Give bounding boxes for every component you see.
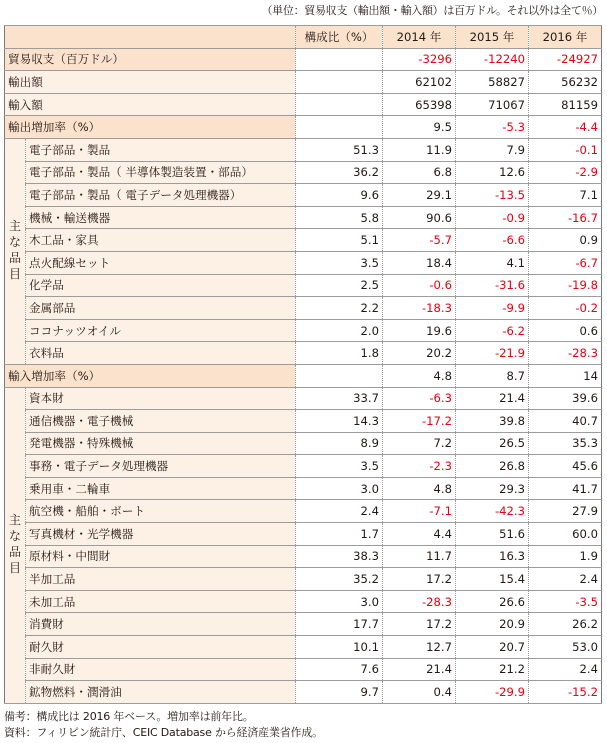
- cell-y2016: 40.7: [529, 410, 602, 433]
- cell-y2016: -3.5: [529, 590, 602, 613]
- cell-y2016: 7.1: [529, 184, 602, 207]
- cell-y2015: 21.2: [456, 658, 529, 681]
- cell-y2014: -28.3: [383, 590, 456, 613]
- table-row: [5, 455, 602, 478]
- row-label: 衣料品: [26, 342, 296, 365]
- cell-y2016: -2.9: [529, 161, 602, 184]
- cell-y2015: 71067: [456, 93, 529, 116]
- cell-y2014: -7.1: [383, 500, 456, 523]
- cell-share: 1.7: [296, 523, 383, 546]
- cell-y2014: 7.2: [383, 432, 456, 455]
- cell-y2015: -21.9: [456, 342, 529, 365]
- cell-share: 3.5: [296, 455, 383, 478]
- cell-y2016: 41.7: [529, 477, 602, 500]
- row-label: 消費財: [26, 613, 296, 636]
- cell-y2014: 4.8: [383, 477, 456, 500]
- cell-y2016: -24927: [529, 48, 602, 71]
- cell-share: [296, 116, 383, 139]
- table-row: [5, 297, 602, 320]
- table-row: [5, 364, 602, 387]
- cell-y2014: -18.3: [383, 297, 456, 320]
- table-row: [5, 319, 602, 342]
- cell-y2014: -3296: [383, 48, 456, 71]
- side-label: [5, 387, 26, 703]
- cell-y2015: 16.3: [456, 545, 529, 568]
- cell-y2015: 29.3: [456, 477, 529, 500]
- cell-y2016: 14: [529, 364, 602, 387]
- cell-y2015: 20.7: [456, 636, 529, 659]
- cell-y2015: -29.9: [456, 681, 529, 704]
- cell-share: 3.5: [296, 251, 383, 274]
- cell-y2014: 62102: [383, 71, 456, 94]
- table-row: [5, 229, 602, 252]
- cell-y2016: 1.9: [529, 545, 602, 568]
- cell-y2015: -0.9: [456, 206, 529, 229]
- side-label-text: 主な品目: [8, 513, 21, 576]
- row-label: 木工品・家具: [26, 229, 296, 252]
- cell-share: 9.6: [296, 184, 383, 207]
- cell-share: 5.8: [296, 206, 383, 229]
- cell-share: 2.0: [296, 319, 383, 342]
- table-row: [5, 161, 602, 184]
- row-label: 半加工品: [26, 568, 296, 591]
- cell-y2015: -13.5: [456, 184, 529, 207]
- cell-y2014: 11.9: [383, 138, 456, 161]
- row-label: 電子部品・製品（ 電子データ処理機器）: [26, 184, 296, 207]
- cell-share: 3.0: [296, 590, 383, 613]
- cell-y2015: 26.5: [456, 432, 529, 455]
- cell-share: [296, 71, 383, 94]
- table-row: [5, 636, 602, 659]
- cell-y2015: 4.1: [456, 251, 529, 274]
- cell-y2014: -2.3: [383, 455, 456, 478]
- row-label: 通信機器・電子機械: [26, 410, 296, 433]
- row-label: 発電機器・特殊機械: [26, 432, 296, 455]
- header-blank: [5, 26, 296, 49]
- header-share: 構成比（%）: [296, 26, 383, 49]
- row-label: 原材料・中間財: [26, 545, 296, 568]
- side-label-text: 主な品目: [8, 219, 21, 282]
- cell-y2016: 26.2: [529, 613, 602, 636]
- cell-share: 5.1: [296, 229, 383, 252]
- cell-y2016: 81159: [529, 93, 602, 116]
- cell-y2016: 39.6: [529, 387, 602, 410]
- cell-y2014: 19.6: [383, 319, 456, 342]
- side-label: [5, 138, 26, 364]
- row-label: 機械・輸送機器: [26, 206, 296, 229]
- cell-share: 36.2: [296, 161, 383, 184]
- cell-y2015: -42.3: [456, 500, 529, 523]
- cell-share: 1.8: [296, 342, 383, 365]
- row-label: 輸出額: [5, 71, 296, 94]
- cell-y2015: -5.3: [456, 116, 529, 139]
- header-2014: 2014 年: [383, 26, 456, 49]
- table-row: [5, 590, 602, 613]
- cell-share: 10.1: [296, 636, 383, 659]
- cell-share: 9.7: [296, 681, 383, 704]
- row-label: 化学品: [26, 274, 296, 297]
- note-shiryou: 資料：フィリピン統計庁、CEIC Database から経済産業省作成。: [4, 726, 323, 739]
- notes: [4, 709, 604, 741]
- table-row: [5, 274, 602, 297]
- row-label: 金属部品: [26, 297, 296, 320]
- cell-y2015: 20.9: [456, 613, 529, 636]
- table-row: [5, 116, 602, 139]
- cell-y2014: -5.7: [383, 229, 456, 252]
- header-row: [5, 26, 602, 49]
- row-label: 電子部品・製品: [26, 138, 296, 161]
- table-row: [5, 432, 602, 455]
- cell-share: 14.3: [296, 410, 383, 433]
- table-row: [5, 206, 602, 229]
- cell-y2015: 51.6: [456, 523, 529, 546]
- table-row: [5, 613, 602, 636]
- table-row: [5, 251, 602, 274]
- cell-y2016: 0.6: [529, 319, 602, 342]
- cell-y2015: -6.2: [456, 319, 529, 342]
- cell-y2015: -9.9: [456, 297, 529, 320]
- cell-y2014: 9.5: [383, 116, 456, 139]
- cell-y2015: 39.8: [456, 410, 529, 433]
- table-row: [5, 523, 602, 546]
- cell-y2014: 0.4: [383, 681, 456, 704]
- cell-share: 51.3: [296, 138, 383, 161]
- cell-y2016: -6.7: [529, 251, 602, 274]
- cell-y2015: 15.4: [456, 568, 529, 591]
- row-label: 乗用車・二輪車: [26, 477, 296, 500]
- cell-share: 2.5: [296, 274, 383, 297]
- row-label: 点火配線セット: [26, 251, 296, 274]
- cell-y2014: 11.7: [383, 545, 456, 568]
- row-label: 輸出増加率（%）: [5, 116, 296, 139]
- cell-y2015: -31.6: [456, 274, 529, 297]
- cell-y2016: 35.3: [529, 432, 602, 455]
- table-row: [5, 48, 602, 71]
- cell-y2016: 2.4: [529, 568, 602, 591]
- row-label: 写真機材・光学機器: [26, 523, 296, 546]
- table-row: [5, 681, 602, 704]
- row-label: 事務・電子データ処理機器: [26, 455, 296, 478]
- row-label: 輸入増加率（%）: [5, 364, 296, 387]
- header-2016: 2016 年: [529, 26, 602, 49]
- cell-y2016: 45.6: [529, 455, 602, 478]
- row-label: 航空機・船舶・ボート: [26, 500, 296, 523]
- cell-y2014: 65398: [383, 93, 456, 116]
- cell-y2016: 0.9: [529, 229, 602, 252]
- cell-y2016: -16.7: [529, 206, 602, 229]
- row-label: 電子部品・製品（ 半導体製造装置・部品）: [26, 161, 296, 184]
- table-row: [5, 477, 602, 500]
- row-label: 資本財: [26, 387, 296, 410]
- cell-share: 2.2: [296, 297, 383, 320]
- row-label: 貿易収支（百万ドル）: [5, 48, 296, 71]
- cell-y2016: -0.2: [529, 297, 602, 320]
- row-label: 耐久財: [26, 636, 296, 659]
- row-label: 非耐久財: [26, 658, 296, 681]
- cell-y2014: 90.6: [383, 206, 456, 229]
- cell-y2015: 26.8: [456, 455, 529, 478]
- cell-share: 17.7: [296, 613, 383, 636]
- cell-y2015: 7.9: [456, 138, 529, 161]
- table-row: [5, 387, 602, 410]
- cell-share: 35.2: [296, 568, 383, 591]
- cell-y2015: 12.6: [456, 161, 529, 184]
- cell-y2016: -15.2: [529, 681, 602, 704]
- cell-share: [296, 93, 383, 116]
- row-label: ココナッツオイル: [26, 319, 296, 342]
- cell-y2014: 6.8: [383, 161, 456, 184]
- cell-y2014: 4.4: [383, 523, 456, 546]
- cell-y2014: 18.4: [383, 251, 456, 274]
- cell-y2015: 8.7: [456, 364, 529, 387]
- cell-y2016: -28.3: [529, 342, 602, 365]
- cell-share: 38.3: [296, 545, 383, 568]
- cell-y2014: 17.2: [383, 568, 456, 591]
- row-label: 輸入額: [5, 93, 296, 116]
- note-bikou: 備考：構成比は 2016 年ベース。増加率は前年比。: [4, 710, 254, 723]
- cell-y2016: 2.4: [529, 658, 602, 681]
- cell-share: 7.6: [296, 658, 383, 681]
- cell-y2016: -0.1: [529, 138, 602, 161]
- cell-share: 2.4: [296, 500, 383, 523]
- cell-y2016: -19.8: [529, 274, 602, 297]
- table-row: [5, 71, 602, 94]
- cell-share: [296, 48, 383, 71]
- cell-y2014: 29.1: [383, 184, 456, 207]
- cell-y2015: -6.6: [456, 229, 529, 252]
- header-2015: 2015 年: [456, 26, 529, 49]
- cell-y2014: -17.2: [383, 410, 456, 433]
- table-row: [5, 184, 602, 207]
- cell-y2015: 58827: [456, 71, 529, 94]
- table-row: [5, 500, 602, 523]
- cell-y2016: 27.9: [529, 500, 602, 523]
- table-row: [5, 138, 602, 161]
- cell-y2014: 17.2: [383, 613, 456, 636]
- cell-share: 3.0: [296, 477, 383, 500]
- cell-share: [296, 364, 383, 387]
- cell-y2016: -4.4: [529, 116, 602, 139]
- cell-y2015: -12240: [456, 48, 529, 71]
- table-row: [5, 545, 602, 568]
- table-row: [5, 342, 602, 365]
- cell-y2015: 21.4: [456, 387, 529, 410]
- cell-share: 8.9: [296, 432, 383, 455]
- cell-y2014: 21.4: [383, 658, 456, 681]
- cell-y2015: 26.6: [456, 590, 529, 613]
- cell-share: 33.7: [296, 387, 383, 410]
- trade-table: [4, 25, 602, 704]
- table-row: [5, 410, 602, 433]
- cell-y2014: -6.3: [383, 387, 456, 410]
- cell-y2014: 20.2: [383, 342, 456, 365]
- table-row: [5, 93, 602, 116]
- unit-note: （単位：貿易収支（輸出額・輸入額）は百万ドル。それ以外は全て％）: [261, 4, 603, 17]
- row-label: 鉱物燃料・潤滑油: [26, 681, 296, 704]
- cell-y2016: 60.0: [529, 523, 602, 546]
- cell-y2016: 53.0: [529, 636, 602, 659]
- cell-y2014: 12.7: [383, 636, 456, 659]
- table-row: [5, 568, 602, 591]
- cell-y2014: 4.8: [383, 364, 456, 387]
- cell-y2016: 56232: [529, 71, 602, 94]
- table-row: [5, 658, 602, 681]
- cell-y2014: -0.6: [383, 274, 456, 297]
- row-label: 未加工品: [26, 590, 296, 613]
